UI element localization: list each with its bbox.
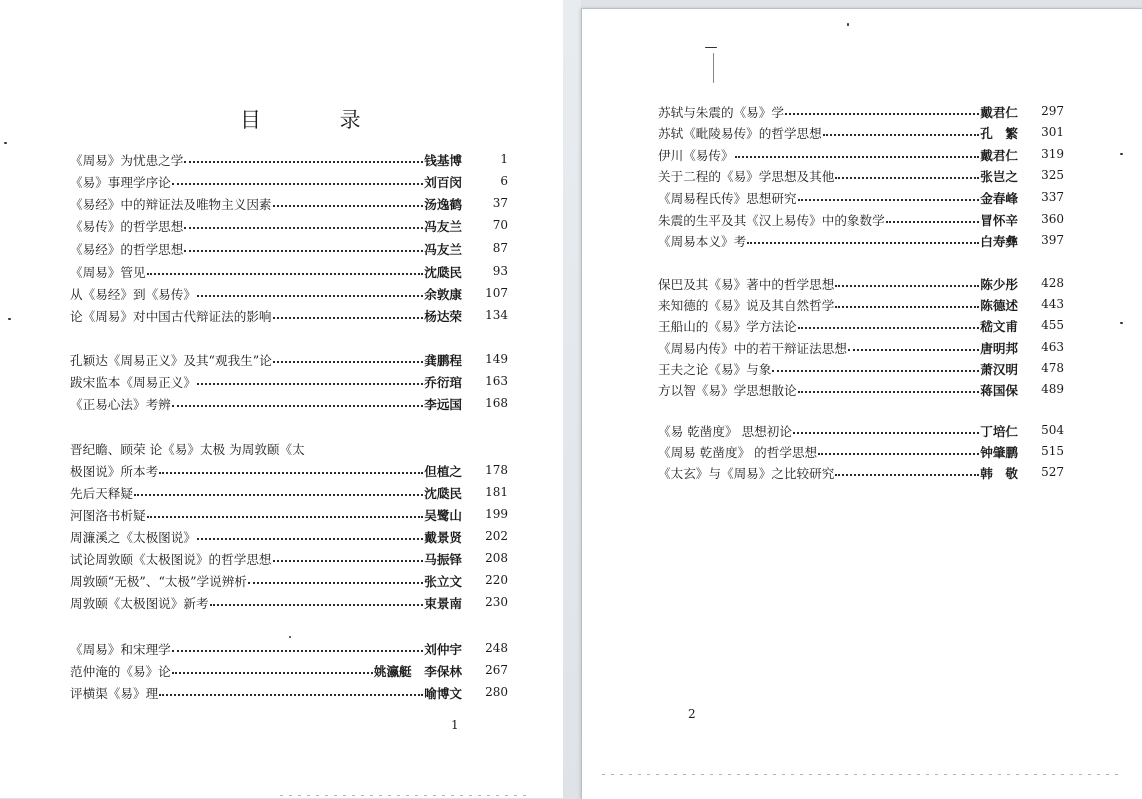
toc-entry — [70, 527, 508, 547]
toc-entry — [70, 549, 508, 569]
toc-entry — [658, 166, 1064, 186]
toc-entry-title: 《周易》为忧患之学 — [70, 153, 184, 168]
dot-leader — [172, 183, 423, 185]
dot-leader — [159, 472, 423, 474]
dot-leader — [184, 250, 423, 252]
toc-entry — [70, 571, 508, 591]
toc-entry — [70, 239, 508, 259]
toc-entry-author: 李远国 — [424, 397, 462, 412]
toc-entry-page: 230 — [485, 595, 508, 609]
toc-entry-author: 吴鹭山 — [424, 508, 462, 523]
toc-entry-page: 149 — [485, 352, 508, 366]
dot-leader — [273, 317, 424, 319]
toc-entry-title: 《周易本义》考 — [658, 234, 747, 249]
toc-entry-author: 余敦康 — [424, 287, 462, 302]
toc-entry — [70, 394, 508, 414]
toc-entry-page: 178 — [485, 463, 508, 477]
toc-entry — [70, 593, 508, 613]
document-page-left — [0, 0, 563, 798]
scan-speck — [289, 636, 291, 638]
toc-entry-title: 周濂溪之《太极图说》 — [70, 530, 196, 545]
dot-leader — [248, 582, 423, 584]
toc-entry-title: 方以智《易》学思想散论 — [658, 383, 797, 398]
dot-leader — [172, 405, 423, 407]
toc-entry-author: 冯友兰 — [424, 242, 462, 257]
toc-entry-page: 37 — [492, 196, 508, 210]
toc-entry — [658, 442, 1064, 462]
dot-leader — [747, 242, 979, 244]
scan-speck — [713, 53, 714, 83]
toc-entry-author: 乔衍琯 — [424, 375, 462, 390]
toc-entry — [70, 216, 508, 236]
toc-entry-title: 《太玄》与《周易》之比较研究 — [658, 466, 835, 481]
toc-entry-page: 168 — [485, 396, 508, 410]
toc-entry-title: 试论周敦颐《太极图说》的哲学思想 — [70, 552, 272, 567]
toc-entry-title: 《周易》管见 — [70, 265, 146, 280]
scan-speck — [847, 23, 849, 26]
toc-entry — [658, 210, 1064, 230]
toc-entry — [70, 172, 508, 192]
toc-entry — [70, 262, 508, 282]
toc-entry-title: 王夫之论《易》与象 — [658, 362, 772, 377]
toc-entry-page: 504 — [1041, 423, 1064, 437]
toc-entry — [658, 123, 1064, 143]
toc-entry-page: 360 — [1041, 212, 1064, 226]
dot-leader — [835, 285, 979, 287]
toc-entry-title: 王船山的《易》学方法论 — [658, 319, 797, 334]
toc-entry-title: 极图说》所本考 — [70, 464, 159, 479]
toc-entry-title: 《周易》和宋理学 — [70, 642, 171, 657]
toc-entry-page: 463 — [1041, 340, 1064, 354]
dot-leader — [798, 199, 980, 201]
toc-entry-title: 从《易经》到《易传》 — [70, 287, 196, 302]
toc-entry-title: 孔颖达《周易正义》及其“观我生”论 — [70, 353, 272, 368]
toc-entry-page: 527 — [1041, 465, 1064, 479]
toc-entry-author: 嵇文甫 — [980, 319, 1018, 334]
page-number: 1 — [451, 718, 459, 732]
toc-entry-page: 489 — [1041, 382, 1064, 396]
dot-leader — [735, 156, 980, 158]
dot-leader — [772, 370, 979, 372]
toc-entry-title: 河图洛书析疑 — [70, 508, 146, 523]
toc-entry — [658, 359, 1064, 379]
toc-entry-author: 韩 敬 — [980, 466, 1018, 481]
dot-leader — [818, 453, 979, 455]
toc-entry-page: 220 — [485, 573, 508, 587]
toc-entry-author: 龚鹏程 — [424, 353, 462, 368]
toc-entry-author: 戴君仁 — [980, 148, 1018, 163]
toc-entry-title: 保巴及其《易》著中的哲学思想 — [658, 277, 835, 292]
toc-entry-author: 张岂之 — [980, 169, 1018, 184]
toc-entry-page: 248 — [485, 641, 508, 655]
toc-entry-page: 325 — [1041, 168, 1064, 182]
scan-speck — [1120, 322, 1123, 324]
toc-entry — [658, 463, 1064, 483]
toc-entry-author: 陈少彤 — [980, 277, 1018, 292]
toc-entry-page: 297 — [1041, 104, 1064, 118]
toc-entry-author: 金春峰 — [980, 191, 1018, 206]
toc-entry — [70, 439, 362, 459]
page-number: 2 — [688, 707, 696, 721]
toc-entry-author: 刘仲宇 — [424, 642, 462, 657]
scan-noise — [280, 795, 530, 796]
toc-entry — [70, 461, 508, 481]
toc-entry-author: 冒怀辛 — [980, 213, 1018, 228]
toc-entry — [70, 150, 508, 170]
toc-entry — [70, 639, 508, 659]
toc-entry — [658, 421, 1064, 441]
dot-leader — [823, 134, 980, 136]
toc-entry-page: 397 — [1041, 233, 1064, 247]
toc-entry — [658, 316, 1064, 336]
toc-entry — [70, 194, 508, 214]
scan-speck — [1120, 153, 1123, 155]
toc-entry-page: 93 — [492, 264, 508, 278]
toc-entry-author: 沈瓞民 — [424, 265, 462, 280]
dot-leader — [197, 538, 423, 540]
toc-entry — [658, 295, 1064, 315]
toc-entry-author: 戴君仁 — [980, 105, 1018, 120]
page-gutter — [563, 0, 581, 798]
dot-leader — [159, 694, 423, 696]
document-page-right — [581, 8, 1142, 799]
toc-entry-title: 伊川《易传》 — [658, 148, 734, 163]
scan-speck — [705, 47, 717, 48]
toc-entry-author: 唐明邦 — [980, 341, 1018, 356]
dot-leader — [273, 361, 423, 363]
toc-entry-author: 杨达荣 — [424, 309, 462, 324]
toc-entry — [658, 380, 1064, 400]
toc-entry-title: 《易 乾凿度》 思想初论 — [658, 424, 792, 439]
toc-entry-page: 208 — [485, 551, 508, 565]
toc-entry-page: 478 — [1041, 361, 1064, 375]
toc-entry-page: 1 — [500, 152, 508, 166]
dot-leader — [184, 227, 423, 229]
toc-title: 目 录 — [240, 108, 397, 132]
toc-entry-page: 202 — [485, 529, 508, 543]
toc-entry-author: 汤逸鹤 — [424, 197, 462, 212]
toc-entry-title: 《周易程氏传》思想研究 — [658, 191, 797, 206]
toc-entry — [658, 274, 1064, 294]
toc-entry-page: 267 — [485, 663, 508, 677]
dot-leader — [147, 516, 424, 518]
toc-entry-title: 论《周易》对中国古代辩证法的影响 — [70, 309, 272, 324]
toc-entry — [70, 306, 508, 326]
toc-entry-page: 280 — [485, 685, 508, 699]
toc-entry-page: 134 — [485, 308, 508, 322]
toc-entry-author: 但植之 — [424, 464, 462, 479]
dot-leader — [798, 391, 980, 393]
toc-entry-title: 《周易内传》中的若干辩证法思想 — [658, 341, 847, 356]
toc-entry-title: 《易传》的哲学思想 — [70, 219, 184, 234]
toc-entry-author: 冯友兰 — [424, 219, 462, 234]
scan-speck — [8, 318, 11, 320]
dot-leader — [835, 177, 979, 179]
dot-leader — [197, 295, 423, 297]
toc-entry — [658, 188, 1064, 208]
toc-entry-author: 刘百闵 — [424, 175, 462, 190]
toc-entry-title: 《易》事理学序论 — [70, 175, 171, 190]
dot-leader — [210, 604, 424, 606]
toc-entry — [70, 350, 508, 370]
dot-leader — [172, 672, 373, 674]
toc-entry-author: 丁培仁 — [980, 424, 1018, 439]
toc-entry — [70, 483, 508, 503]
toc-entry-author: 沈瓞民 — [424, 486, 462, 501]
toc-entry-page: 6 — [500, 174, 508, 188]
dot-leader — [184, 161, 423, 163]
dot-leader — [273, 560, 424, 562]
toc-entry-author: 喻博文 — [424, 686, 462, 701]
toc-entry-author: 戴景贤 — [424, 530, 462, 545]
dot-leader — [848, 349, 979, 351]
scan-speck — [4, 142, 7, 144]
toc-entry — [658, 231, 1064, 251]
toc-entry-author: 张立文 — [424, 574, 462, 589]
toc-entry-page: 70 — [492, 218, 508, 232]
toc-entry-title: 周敦颐“无极”、“太极”学说辨析 — [70, 574, 247, 589]
toc-entry-page: 319 — [1041, 147, 1064, 161]
toc-entry — [658, 102, 1064, 122]
dot-leader — [835, 306, 979, 308]
toc-entry-title: 朱震的生平及其《汉上易传》中的象数学 — [658, 213, 885, 228]
toc-entry-title: 范仲淹的《易》论 — [70, 664, 171, 679]
toc-entry — [658, 145, 1064, 165]
toc-entry-title: 评横渠《易》理 — [70, 686, 159, 701]
toc-entry-page: 181 — [485, 485, 508, 499]
dot-leader — [785, 113, 979, 115]
dot-leader — [798, 327, 980, 329]
dot-leader — [147, 273, 424, 275]
toc-entry-author: 蒋国保 — [980, 383, 1018, 398]
toc-entry — [658, 338, 1064, 358]
dot-leader — [273, 205, 424, 207]
toc-entry-author: 萧汉明 — [980, 362, 1018, 377]
toc-entry-author: 钟肇鹏 — [980, 445, 1018, 460]
toc-entry-page: 107 — [485, 286, 508, 300]
toc-entry-title: 《正易心法》考辨 — [70, 397, 171, 412]
toc-entry-title: 先后天释疑 — [70, 486, 133, 501]
toc-entry — [70, 284, 508, 304]
toc-entry-title: 《易经》的哲学思想 — [70, 242, 184, 257]
toc-entry-title: 来知德的《易》说及其自然哲学 — [658, 298, 835, 313]
dot-leader — [197, 383, 423, 385]
toc-entry-author: 孔 繁 — [980, 126, 1018, 141]
toc-entry-page: 455 — [1041, 318, 1064, 332]
toc-entry-page: 337 — [1041, 190, 1064, 204]
toc-entry-author: 陈德述 — [980, 298, 1018, 313]
toc-entry-author: 姚瀛艇 李保林 — [373, 664, 462, 679]
toc-entry-title: 晋纪瞻、顾荣 论《易》太极 为周敦颐《太 — [70, 442, 305, 457]
toc-entry-page: 87 — [492, 241, 508, 255]
toc-entry-author: 白寿彝 — [980, 234, 1018, 249]
scan-noise — [602, 774, 1122, 775]
toc-entry — [70, 372, 508, 392]
dot-leader — [886, 221, 980, 223]
toc-entry-page: 301 — [1041, 125, 1064, 139]
toc-entry-title: 跋宋监本《周易正义》 — [70, 375, 196, 390]
toc-entry-page: 163 — [485, 374, 508, 388]
dot-leader — [793, 432, 979, 434]
toc-entry-title: 苏轼与朱震的《易》学 — [658, 105, 784, 120]
toc-entry — [70, 661, 508, 681]
toc-entry — [70, 683, 508, 703]
toc-entry-author: 钱基博 — [424, 153, 462, 168]
toc-entry-page: 428 — [1041, 276, 1064, 290]
toc-entry-title: 《周易 乾凿度》 的哲学思想 — [658, 445, 818, 460]
toc-entry-title: 周敦颐《太极图说》新考 — [70, 596, 209, 611]
toc-entry-author: 马振铎 — [424, 552, 462, 567]
dot-leader — [835, 474, 979, 476]
dot-leader — [134, 494, 423, 496]
dot-leader — [172, 650, 423, 652]
toc-entry — [70, 505, 508, 525]
toc-entry-title: 苏轼《毗陵易传》的哲学思想 — [658, 126, 822, 141]
toc-entry-title: 关于二程的《易》学思想及其他 — [658, 169, 835, 184]
toc-entry-page: 443 — [1041, 297, 1064, 311]
toc-entry-author: 束景南 — [424, 596, 462, 611]
toc-entry-page: 515 — [1041, 444, 1064, 458]
toc-entry-title: 《易经》中的辩证法及唯物主义因素 — [70, 197, 272, 212]
toc-entry-page: 199 — [485, 507, 508, 521]
